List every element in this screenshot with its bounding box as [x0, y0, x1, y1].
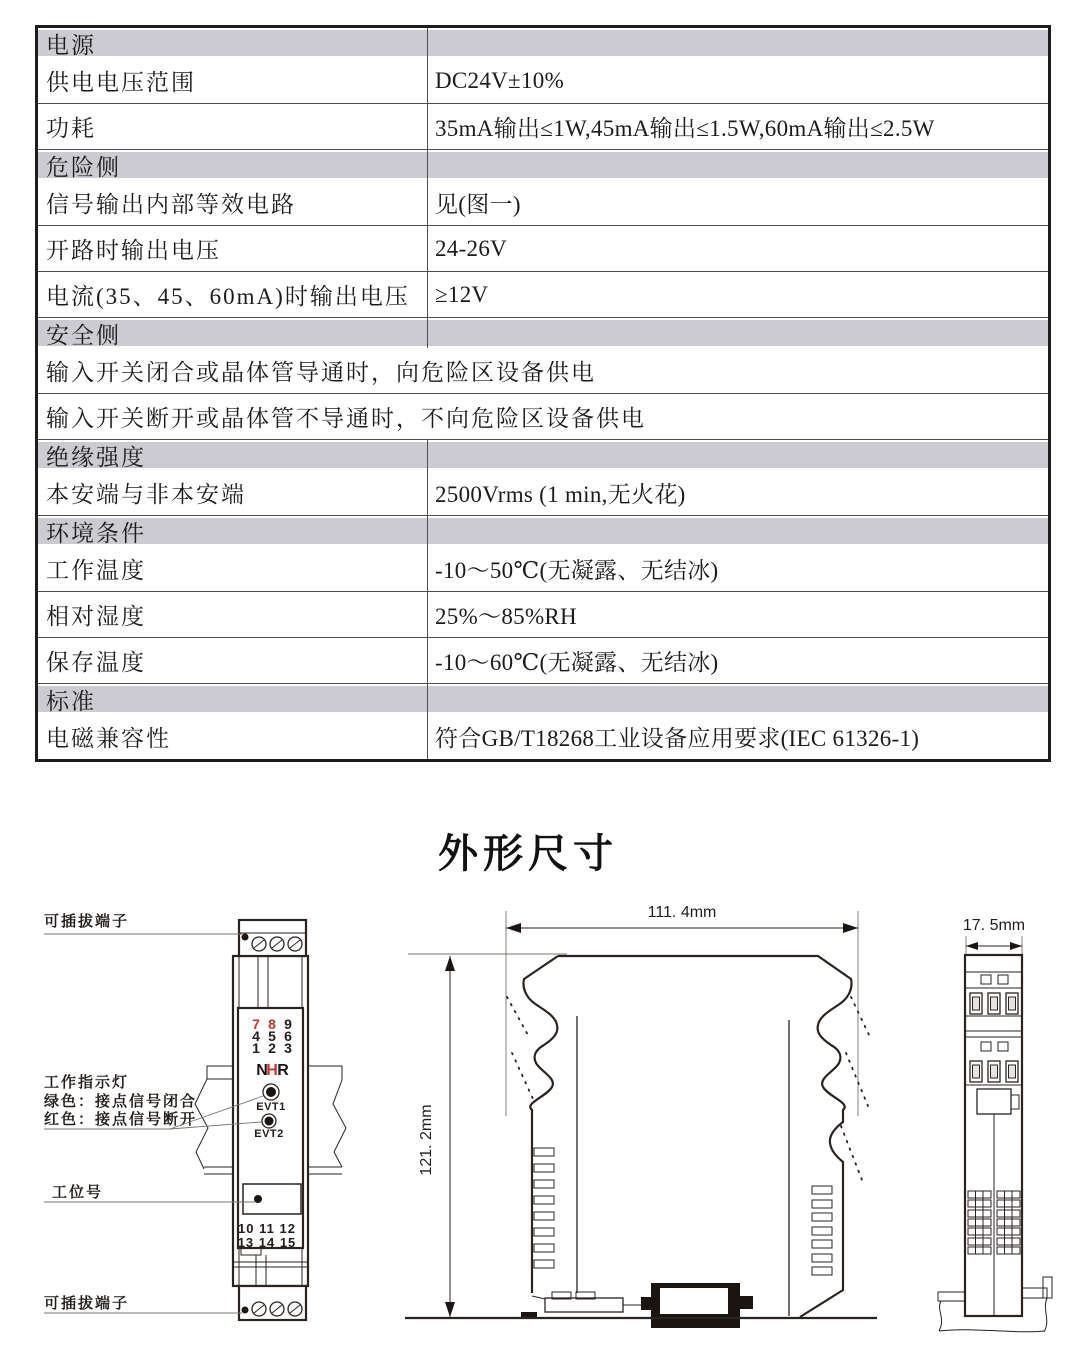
spec-value: 24-26V [435, 235, 508, 261]
pins-13-14-15: 13 14 15 [237, 1235, 297, 1250]
dim-height-text: 121. 2mm [418, 1104, 435, 1176]
pin-2: 2 [268, 1040, 276, 1056]
module-profile [405, 956, 877, 1328]
callouts [44, 912, 263, 1313]
table-row [38, 58, 1048, 104]
pin-4: 4 [252, 1028, 260, 1044]
front-view-drawing [35, 895, 365, 1365]
table-row [38, 226, 1048, 272]
table-row [38, 714, 1048, 759]
front-view-svg [35, 895, 365, 1365]
pin-1: 1 [252, 1040, 260, 1056]
label-indicator-green: 绿色：接点信号闭合 [44, 1093, 198, 1110]
spec-label: 相对湿度 [38, 592, 428, 637]
table-row [38, 104, 1048, 150]
spec-label: 开路时输出电压 [38, 226, 428, 271]
spec-label: 信号输出内部等效电路 [38, 180, 428, 225]
pin-5: 5 [268, 1028, 276, 1044]
pin-9: 9 [284, 1016, 292, 1032]
table-row [38, 546, 1048, 592]
rail-foot [521, 1292, 651, 1318]
terminal-dot [242, 934, 249, 941]
pin-7: 7 [252, 1016, 260, 1032]
label-top-terminal: 可插拔端子 [44, 913, 130, 930]
spec-label: 供电电压范围 [38, 58, 428, 103]
spec-table [35, 25, 1051, 762]
table-row [38, 592, 1048, 638]
tag-window [243, 1184, 301, 1214]
label-bottom-terminal: 可插拔端子 [44, 1295, 130, 1312]
pins-10-11-12: 10 11 12 [238, 1221, 296, 1236]
section-label: 电源 [38, 28, 428, 58]
spec-value: -10～50℃(无凝露、无结冰) [435, 558, 719, 583]
section-label: 安全侧 [38, 318, 428, 348]
pin-8: 8 [268, 1016, 276, 1032]
spec-label: 输入开关断开或晶体管不导通时，不向危险区设备供电 [46, 406, 646, 431]
spec-value: 35mA输出≤1W,45mA输出≤1.5W,60mA输出≤2.5W [435, 116, 935, 141]
table-section-row [38, 150, 1048, 180]
pin-6: 6 [284, 1028, 292, 1044]
outline-dimensions-title: 外形尺寸 [438, 832, 618, 876]
side-view-drawing [395, 895, 885, 1365]
section-label: 危险侧 [38, 150, 428, 180]
dimension-width-end [963, 917, 1025, 958]
spec-value: 见(图一) [435, 192, 521, 217]
table-section-row [38, 318, 1048, 348]
table-row [38, 180, 1048, 226]
spec-label: 本安端与非本安端 [38, 470, 428, 515]
table-row-span [38, 348, 1048, 394]
din-clip [641, 1283, 753, 1328]
spec-label: 输入开关闭合或晶体管导通时，向危险区设备供电 [46, 360, 596, 385]
spec-label: 工作温度 [38, 546, 428, 591]
vent-slots-left [534, 1148, 554, 1268]
spec-value: DC24V±10% [435, 67, 565, 93]
dim-width-text: 111. 4mm [647, 904, 717, 921]
spec-value: -10～60℃(无凝露、无结冰) [435, 650, 719, 675]
terminal-dot [242, 1307, 249, 1314]
spec-value: 25%～85%RH [435, 604, 577, 629]
section-label: 绝缘强度 [38, 440, 428, 470]
table-section-row [38, 440, 1048, 470]
end-view-svg [925, 895, 1080, 1365]
spec-value: ≥12V [435, 281, 489, 307]
table-row [38, 272, 1048, 318]
dim-width-end-text: 17. 5mm [962, 917, 1026, 934]
spec-label: 电流(35、45、60mA)时输出电压 [38, 272, 428, 317]
vent-slots-right [812, 1186, 832, 1275]
spec-label: 电磁兼容性 [38, 714, 428, 759]
dimension-width [506, 904, 858, 1116]
end-view-drawing [925, 895, 1080, 1365]
table-row [38, 470, 1048, 516]
pin-3: 3 [284, 1040, 292, 1056]
brand-logo-n: N [256, 1062, 268, 1079]
spec-label: 保存温度 [38, 638, 428, 683]
section-label: 环境条件 [38, 516, 428, 546]
spec-value: 符合GB/T18268工业设备应用要求(IEC 61326-1) [435, 726, 920, 751]
label-indicator-red: 红色：接点信号断开 [44, 1111, 198, 1128]
spec-label: 功耗 [38, 104, 428, 149]
brand-logo-r: R [277, 1062, 289, 1079]
tag-dot [254, 1195, 262, 1203]
dotted-lines [507, 997, 869, 1180]
side-view-svg [395, 895, 885, 1365]
spec-value: 2500Vrms (1 min,无火花) [435, 482, 686, 507]
module-front [233, 920, 308, 1320]
table-row-span [38, 394, 1048, 440]
table-section-row [38, 28, 1048, 58]
module-end [965, 955, 1022, 1316]
label-indicator-title: 工作指示灯 [44, 1074, 130, 1091]
section-label: 标准 [38, 684, 428, 714]
led-evt2-label: EVT2 [254, 1128, 284, 1140]
table-section-row [38, 684, 1048, 714]
table-row [38, 638, 1048, 684]
table-section-row [38, 516, 1048, 546]
brand-logo-h: H [266, 1062, 278, 1079]
led-evt1-label: EVT1 [256, 1101, 286, 1113]
label-tag: 工位号 [52, 1184, 104, 1201]
